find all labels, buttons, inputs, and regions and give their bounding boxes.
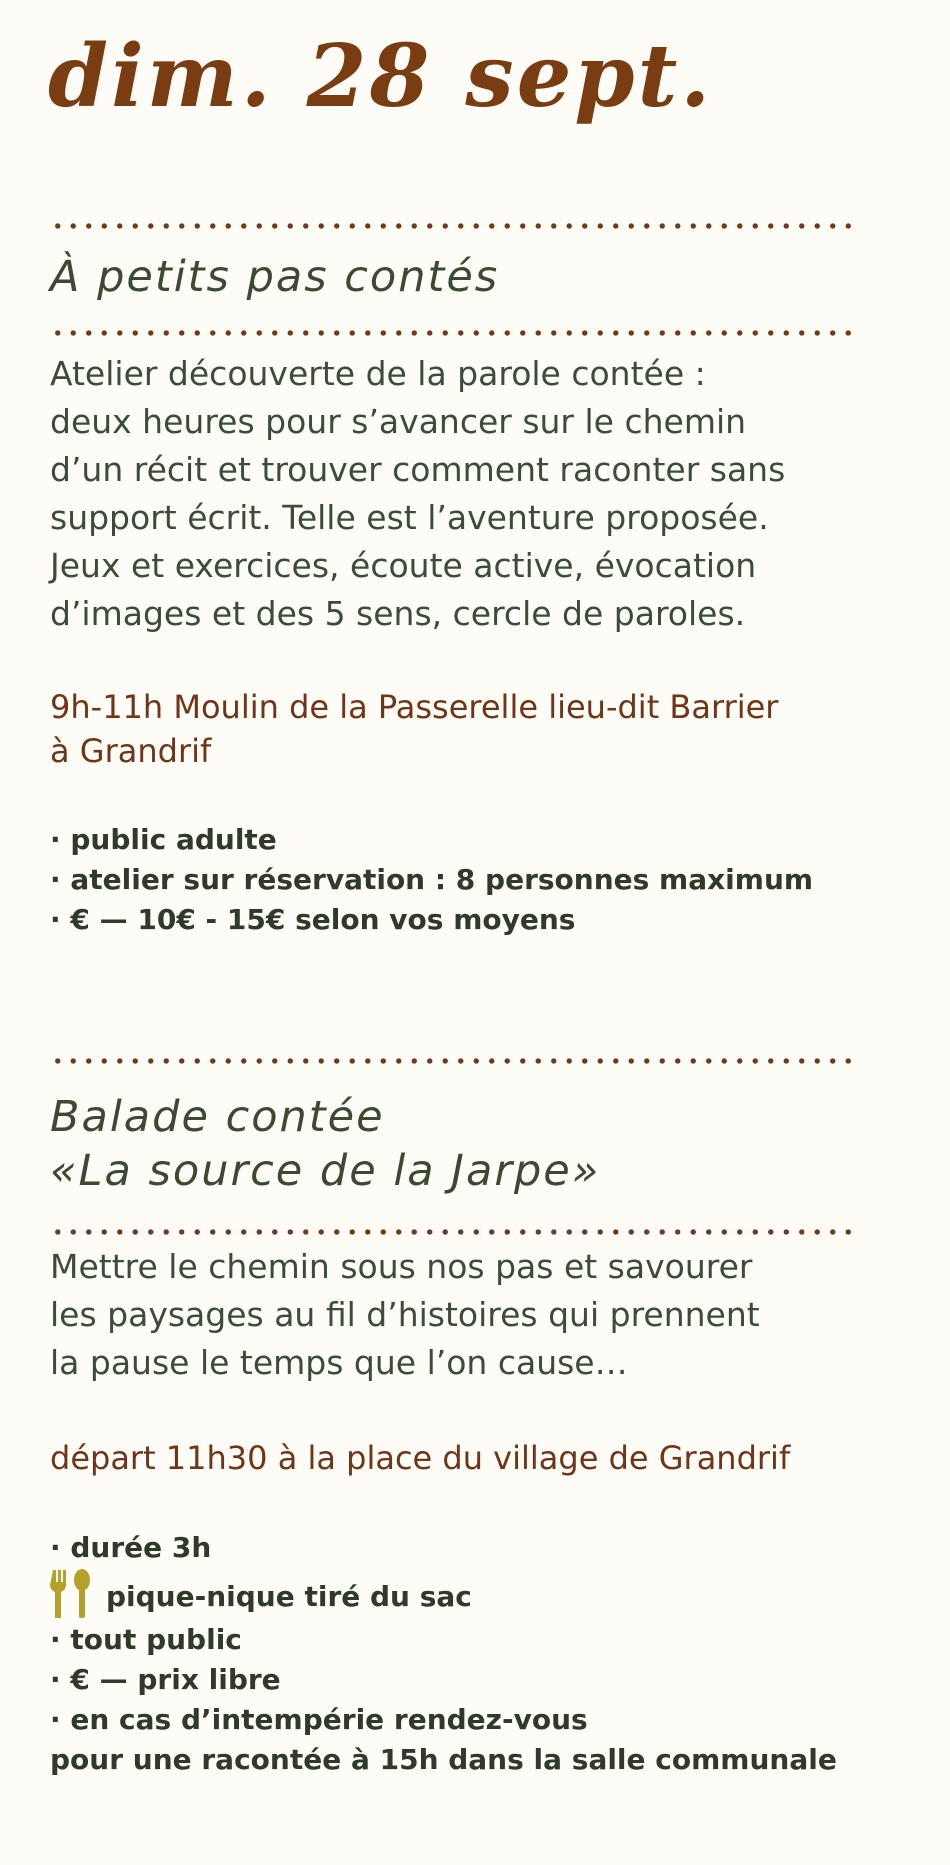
description-line: Atelier découverte de la parole contée : [50, 354, 706, 393]
location-line: à Grandrif [50, 732, 212, 770]
event-time-location [50, 1436, 870, 1480]
description-line: Jeux et exercices, écoute active, évocation [50, 546, 757, 585]
event-time-location [50, 685, 870, 773]
event-title-line: Balade contée [50, 1092, 385, 1142]
description-line: la pause le temps que l’on cause… [50, 1343, 628, 1382]
detail-weather-cont: pour une racontée à 15h dans la salle communale [50, 1743, 837, 1776]
description-line: d’un récit et trouver comment raconter sans [50, 450, 786, 489]
event-description [50, 350, 870, 638]
dotted-divider [50, 223, 860, 229]
detail-reservation: · atelier sur réservation : 8 personnes maximum [50, 863, 814, 896]
description-line: Mettre le chemin sous nos pas et savourer [50, 1247, 753, 1286]
detail-duration: · durée 3h [50, 1531, 212, 1564]
description-line: support écrit. Telle est l’aventure proposée. [50, 498, 769, 537]
detail-audience: · public adulte [50, 823, 277, 856]
detail-price: · € — prix libre [50, 1663, 281, 1696]
dotted-divider [50, 1229, 860, 1235]
dotted-divider [50, 330, 860, 336]
location-line: 9h-11h Moulin de la Passerelle lieu-dit Barrier [50, 688, 779, 726]
detail-picnic [50, 1568, 900, 1620]
detail-picnic-label: pique-nique tiré du sac [106, 1580, 472, 1613]
event-date: dim. 28 sept. [48, 26, 714, 127]
description-line: d’images et des 5 sens, cercle de paroles. [50, 594, 746, 633]
event-details [50, 820, 900, 940]
detail-price: · € — 10€ - 15€ selon vos moyens [50, 903, 576, 936]
fork-spoon-icon [50, 1568, 92, 1620]
event-details [50, 1528, 900, 1780]
dotted-divider [50, 1058, 860, 1064]
detail-weather: · en cas d’intempérie rendez-vous [50, 1703, 588, 1736]
event-description [50, 1243, 870, 1387]
description-line: les paysages au fil d’histoires qui prennent [50, 1295, 760, 1334]
location-line: départ 11h30 à la place du village de Grandrif [50, 1439, 791, 1477]
event-title-line: «La source de la Jarpe» [50, 1146, 601, 1196]
description-line: deux heures pour s’avancer sur le chemin [50, 402, 747, 441]
event-title-balade [50, 1090, 600, 1198]
detail-audience: · tout public [50, 1623, 242, 1656]
event-title-petits-pas [50, 250, 499, 304]
event-title-line: À petits pas contés [50, 252, 500, 302]
